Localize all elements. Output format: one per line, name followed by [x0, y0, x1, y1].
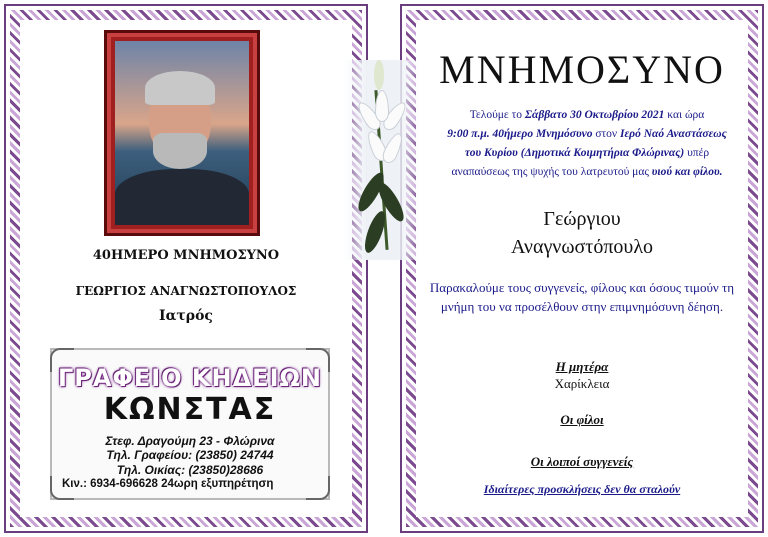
portrait-beard — [153, 133, 207, 169]
signature-friends: Οι φίλοι — [560, 412, 604, 427]
lily-flower-icon — [344, 60, 420, 260]
invitation-text: Παρακαλούμε τους συγγενείς, φίλους και όσους τιμούν τη μνήμη του να προσέλθουν στην επιμνημόσυνη δέηση. — [429, 280, 735, 314]
para-text: αναπαύσεως της ψυχής του λατρευτού μας — [451, 166, 652, 178]
signature-mother-label: Η μητέρα — [555, 359, 609, 374]
signature-mother-name: Χαρίκλεια — [554, 376, 610, 391]
funeral-home-ad — [50, 348, 330, 500]
right-card — [396, 0, 768, 537]
ad-business-name: ΚΩΝΣΤΑΣ — [103, 392, 277, 427]
left-card — [0, 0, 372, 537]
deceased-profession: Ιατρός — [159, 308, 213, 324]
portrait-shirt — [115, 169, 249, 225]
memorial-heading: ΜΝΗΜΟΣΥΝΟ — [439, 47, 725, 92]
ad-mobile: Κιν.: 6934-696628 24ωρη εξυπηρέτηση — [62, 478, 274, 490]
para-relation: υιού και φίλου. — [651, 166, 723, 178]
petal-shape — [375, 90, 389, 122]
portrait-frame — [104, 30, 260, 236]
portrait-hair — [145, 71, 215, 105]
deceased-last-name: Αναγνωστόπουλο — [510, 236, 654, 258]
ad-home-phone: Τηλ. Οικίας: (23850)28686 — [116, 463, 264, 477]
para-location: του Κυρίου (Δημοτικά Κοιμητήρια Φλώρινας) — [464, 147, 685, 159]
left-card-content — [22, 22, 350, 515]
no-invitations-note: Ιδιαίτερες προσκλήσεις δεν θα σταλούν — [483, 482, 681, 496]
memorial-title: 40ΗΜΕΡΟ ΜΝΗΜΟΣΥΝΟ — [92, 248, 280, 263]
announcement-paragraph — [418, 106, 756, 182]
para-text: στον — [592, 128, 620, 140]
para-text: Τελούμε το — [469, 109, 525, 121]
portrait-photo — [115, 41, 249, 225]
para-time: 9:00 π.μ. 40ήμερο Μνημόσυνο — [447, 128, 593, 140]
para-church: Ιερό Ναό Αναστάσεως — [619, 128, 727, 140]
para-text: υπέρ — [684, 147, 710, 159]
para-text: και ώρα — [664, 109, 705, 121]
deceased-first-name: Γεώργιου — [543, 208, 621, 230]
signature-relatives: Οι λοιποί συγγενείς — [530, 454, 634, 469]
ad-office-phone: Τηλ. Γραφείου: (23850) 24744 — [106, 448, 274, 462]
bud-shape — [374, 60, 384, 90]
ad-address: Στεφ. Δραγούμη 23 - Φλώρινα — [105, 434, 275, 448]
para-date: Σάββατο 30 Οκτωβρίου 2021 — [524, 109, 665, 121]
right-card-content — [418, 22, 746, 515]
deceased-name: ΓΕΩΡΓΙΟΣ ΑΝΑΓΝΩΣΤΟΠΟΥΛΟΣ — [75, 284, 297, 298]
ad-title: ΓΡΑΦΕΙΟ ΚΗΔΕΙΩΝ — [57, 364, 322, 392]
